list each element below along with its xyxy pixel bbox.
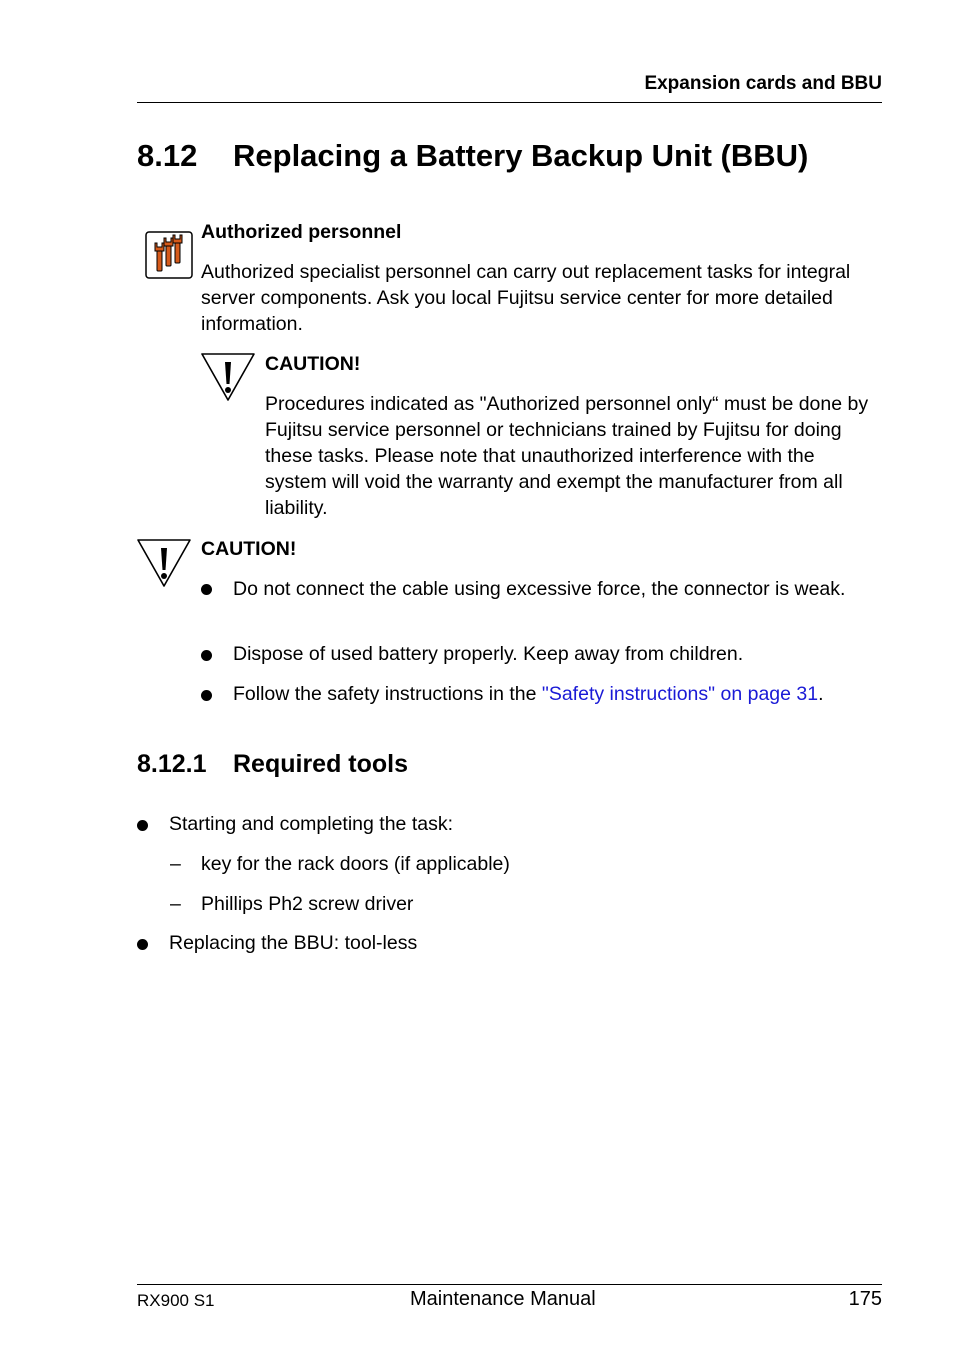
- subsection-number: 8.12.1: [137, 750, 207, 778]
- list-item: Replacing the BBU: tool-less: [169, 932, 418, 954]
- bullet-icon: [137, 820, 148, 831]
- list-item: Dispose of used battery properly. Keep away from children.: [233, 643, 744, 665]
- list-item: [233, 681, 893, 707]
- warning-v-icon: [200, 352, 256, 402]
- bullet-icon: [201, 584, 212, 595]
- section-title: [137, 138, 808, 174]
- sub-list-item: Phillips Ph2 screw driver: [201, 893, 414, 915]
- dash-icon: –: [170, 893, 181, 915]
- page-number: 175: [848, 1288, 882, 1310]
- caution1-heading: CAUTION!: [265, 353, 361, 375]
- list-item-prefix: Follow the safety instructions in the: [233, 683, 542, 705]
- safety-instructions-link[interactable]: "Safety instructions" on page 31: [541, 683, 819, 705]
- bullet-icon: [201, 650, 212, 661]
- caution1-text: Procedures indicated as "Authorized personnel only“ must be done by Fujitsu service personnel or technicians trained by Fujitsu for doing these tasks. Please note that unauthorized interference with the system will void the warranty and exempt the manufacturer from all liability.: [265, 393, 869, 519]
- section-title-text: Replacing a Battery Backup Unit (BBU): [233, 138, 809, 173]
- tools-icon: [145, 231, 193, 279]
- bullet-icon: [137, 939, 148, 950]
- section-number: 8.12: [137, 138, 198, 173]
- warning-v-icon: [136, 538, 192, 588]
- subsection-title-text: Required tools: [233, 750, 409, 778]
- authorized-heading: Authorized personnel: [201, 221, 402, 243]
- caution2-heading: CAUTION!: [201, 538, 297, 560]
- header-rule: [137, 102, 882, 103]
- running-header: Expansion cards and BBU: [644, 73, 882, 94]
- dash-icon: –: [170, 853, 181, 875]
- footer-rule: [137, 1284, 882, 1285]
- subsection-title: [137, 750, 408, 779]
- list-item: Do not connect the cable using excessive force, the connector is weak.: [233, 578, 846, 600]
- footer-manual-title: Maintenance Manual: [410, 1288, 596, 1310]
- authorized-text: Authorized specialist personnel can carry out replacement tasks for integral server components. Ask you local Fujitsu service center for more detailed information.: [201, 261, 851, 335]
- sub-list-item: key for the rack doors (if applicable): [201, 853, 510, 875]
- footer-model: RX900 S1: [137, 1291, 215, 1310]
- list-item-suffix: .: [818, 683, 824, 705]
- bullet-icon: [201, 690, 212, 701]
- list-item: Starting and completing the task:: [169, 813, 453, 835]
